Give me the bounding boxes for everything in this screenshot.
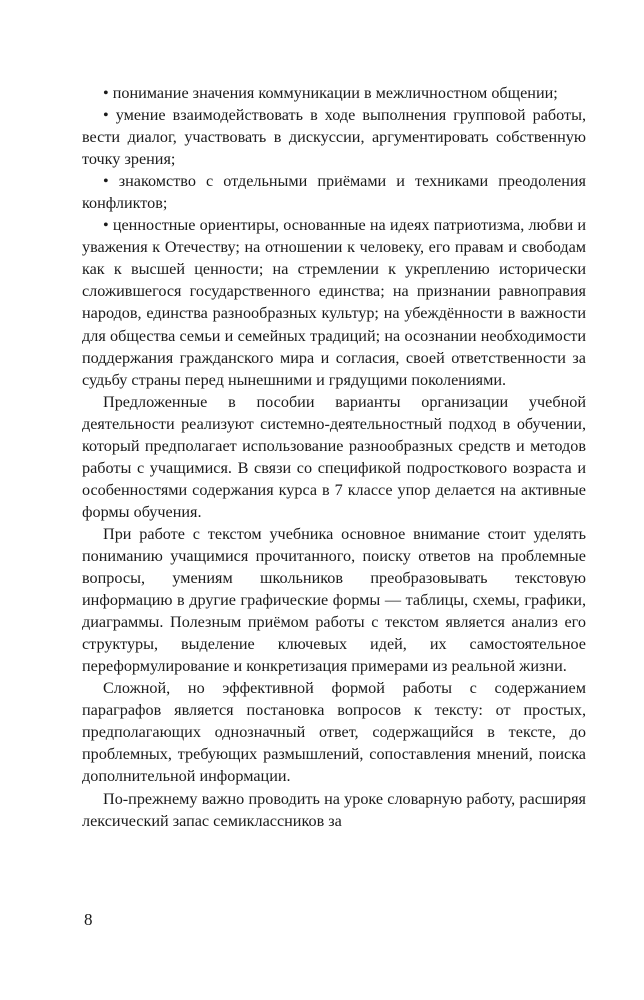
paragraph-questions: Сложной, но эффективной формой работы с содержанием параграфов является постановка вопросов к тексту: от простых, предполагающих однозначный ответ, содержащийся в тексте, до проблемных, требующих размышлений, сопоставления мнений, поиска дополнительной информации. bbox=[82, 679, 586, 786]
page-body bbox=[82, 82, 586, 832]
bullet-conflicts: • знакомство с отдельными приёмами и техниками преодоления конфликтов; bbox=[82, 172, 586, 213]
paragraph-textbook-work: При работе с текстом учебника основное внимание стоит уделять пониманию учащимися прочитанного, поиску ответов на проблемные вопросы, умениям школьников преобразовывать текстовую информацию в другие графические формы — таблицы, схемы, графики, диаграммы. Полезным приёмом работы с текстом является анализ его структуры, выделение ключевых идей, их самостоятельное переформулирование и конкретизация примерами из реальной жизни. bbox=[82, 524, 586, 676]
paragraph-vocabulary: По-прежнему важно проводить на уроке словарную работу, расширяя лексический запас семиклассников за bbox=[82, 789, 586, 830]
bullet-communication: • понимание значения коммуникации в межличностном общении; bbox=[103, 84, 558, 102]
paragraph-activity-approach: Предложенные в пособии варианты организации учебной деятельности реализуют системно-деятельностный подход в обучении, который предполагает использование разнообразных средств и методов работы с учащимися. В связи со спецификой подросткового возраста и особенностями содержания курса в 7 классе упор делается на активные формы обучения. bbox=[82, 392, 586, 521]
bullet-group-work: • умение взаимодействовать в ходе выполнения групповой работы, вести диалог, участвовать в дискуссии, аргументировать собственную точку зрения; bbox=[82, 106, 586, 169]
bullet-values: • ценностные ориентиры, основанные на идеях патриотизма, любви и уважения к Отечеству; на отношении к человеку, его правам и свободам как к высшей ценности; на стремлении к укреплению исторически сложившегося государственного единства; на признании равноправия народов, единства разнообразных культур; на убеждённости в важности для общества семьи и семейных традиций; на осознании необходимости поддержания гражданского мира и согласия, своей ответственности за судьбу страны перед нынешними и грядущими поколениями. bbox=[82, 216, 586, 389]
page-number: 8 bbox=[84, 910, 93, 929]
